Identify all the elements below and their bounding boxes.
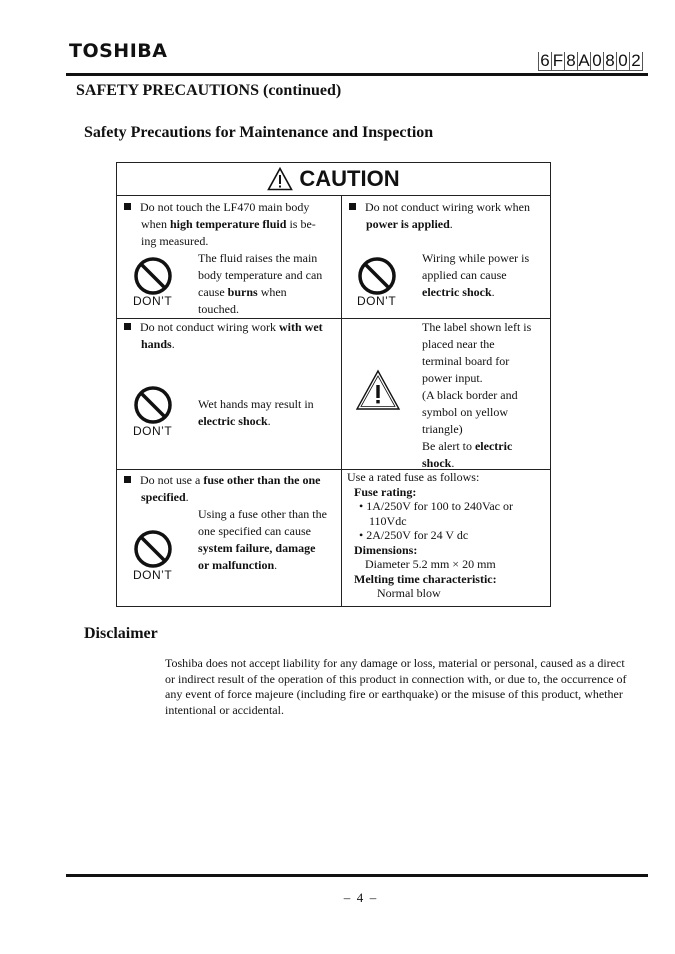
footer-rule: [66, 874, 648, 877]
cell-text: • 2A/250V for 24 V dc: [359, 528, 469, 542]
cell-text-bold: fuse other than the one: [203, 473, 321, 487]
caution-cell-fuse-desc: [198, 506, 340, 574]
caution-cell-power-applied: [349, 199, 549, 233]
prohibited-icon: [133, 385, 173, 425]
doc-number-char: 0: [616, 52, 629, 71]
cell-text: Use a rated fuse as follows:: [347, 470, 480, 484]
caution-cell-shock-label: [422, 319, 547, 472]
cell-text: placed near the: [422, 337, 495, 351]
cell-text: ing measured.: [141, 234, 209, 248]
cell-text: .: [185, 490, 189, 504]
cell-text: 110Vdc: [369, 513, 407, 528]
doc-number-char: 0: [590, 52, 603, 71]
bullet-icon: [124, 476, 131, 483]
cell-text: triangle): [422, 422, 463, 436]
cell-text-bold: electric: [474, 439, 513, 453]
cell-text-bold: Dimensions:: [354, 542, 418, 557]
prohibited-icon: [357, 256, 397, 296]
cell-text: .: [451, 456, 455, 470]
subsection-title: Safety Precautions for Maintenance and Inspection: [84, 124, 434, 141]
cell-text: is be-: [286, 217, 316, 231]
bullet-icon: [349, 203, 356, 210]
dont-label: DON’T: [133, 568, 173, 582]
doc-number-char: 8: [603, 52, 616, 71]
section-title: SAFETY PRECAUTIONS (continued): [76, 82, 342, 99]
cell-text: touched.: [198, 302, 239, 316]
cell-text-bold: Melting time characteristic:: [354, 571, 497, 586]
cell-text-bold: high temperature fluid: [170, 217, 287, 231]
cell-text: when: [141, 217, 170, 231]
doc-number-char: 2: [629, 52, 643, 71]
cell-text: symbol on yellow: [422, 405, 508, 419]
caution-cell-hot-fluid: [124, 199, 336, 250]
disclaimer-title: Disclaimer: [84, 625, 158, 642]
cell-text-bold: electric shock: [422, 285, 492, 299]
caution-cell-fuse: [124, 472, 339, 506]
dont-label: DON’T: [133, 294, 173, 308]
doc-number-char: 8: [564, 52, 577, 71]
page-number: – 4 –: [343, 890, 377, 905]
toshiba-logo: TOSHIBA: [69, 40, 168, 62]
cell-text: The fluid raises the main: [198, 251, 318, 265]
cell-text: cause: [198, 285, 228, 299]
dont-label: DON’T: [357, 294, 397, 308]
cell-text: .: [267, 414, 271, 428]
caution-cell-hot-fluid-desc: [198, 250, 338, 318]
cell-text: Normal blow: [377, 586, 441, 600]
bullet-icon: [124, 203, 131, 210]
cell-text: • 1A/250V for 100 to 240Vac or: [359, 499, 513, 513]
cell-text: (A black border and: [422, 388, 518, 402]
cell-text: Do not use a: [140, 473, 204, 487]
cell-text-bold: electric shock: [198, 414, 268, 428]
cell-text-bold: burns: [227, 285, 258, 299]
cell-text: when: [257, 285, 287, 299]
cell-text: .: [491, 285, 495, 299]
cell-text: .: [274, 558, 278, 572]
cell-text: Do not conduct wiring work: [140, 320, 279, 334]
cell-text: Do not touch the LF470 main body: [140, 200, 310, 214]
cell-text: applied can cause: [422, 268, 507, 282]
cell-text-bold: Fuse rating:: [354, 484, 417, 499]
cell-text: one specified can cause: [198, 524, 311, 538]
disclaimer-text: Toshiba does not accept liability for any damage or loss, material or personal, caused as a direct or indirect result of the operation of this product in connection with, or due to, the occurrence of any event of force majeure (including fire or earthquake) or the misuse of this product, whether intentional or accidental.: [165, 656, 627, 717]
caution-cell-wet-hands-desc: [198, 396, 338, 430]
cell-text-bold: with wet: [278, 320, 323, 334]
cell-text-bold: hands: [141, 337, 172, 351]
bullet-icon: [124, 323, 131, 330]
dont-label: DON’T: [133, 424, 173, 438]
caution-cell-power-applied-desc: [422, 250, 547, 301]
cell-text: The label shown left is: [422, 320, 532, 334]
prohibited-icon: [133, 529, 173, 569]
cell-text: Using a fuse other than the: [198, 507, 327, 521]
cell-text-bold: power is applied: [366, 217, 450, 231]
cell-text-bold: specified: [141, 490, 186, 504]
cell-text: power input.: [422, 371, 483, 385]
cell-text-bold: or malfunction: [198, 558, 275, 572]
header-rule: [66, 73, 648, 76]
caution-table: [116, 162, 551, 607]
warning-triangle-icon: [267, 167, 293, 191]
cell-text: body temperature and can: [198, 268, 323, 282]
doc-number-char: 6: [538, 52, 551, 71]
cell-text: Be alert to: [422, 439, 475, 453]
electric-shock-warning-label-icon: [355, 369, 401, 411]
prohibited-icon: [133, 256, 173, 296]
cell-text: Diameter 5.2 mm × 20 mm: [365, 557, 496, 571]
cell-text: Wet hands may result in: [198, 397, 314, 411]
caution-cell-fuse-rating: [347, 470, 547, 601]
caution-cell-wet-hands: [124, 319, 336, 353]
cell-text-bold: shock: [422, 456, 452, 470]
cell-text: terminal board for: [422, 354, 510, 368]
cell-text: .: [171, 337, 175, 351]
document-number: [538, 49, 648, 71]
caution-header: [117, 163, 550, 196]
cell-text: Wiring while power is: [422, 251, 530, 265]
doc-number-char: A: [578, 51, 590, 70]
cell-text: .: [449, 217, 453, 231]
doc-number-char: F: [552, 51, 564, 70]
cell-text-bold: system failure, damage: [198, 541, 316, 555]
caution-heading: CAUTION: [299, 166, 400, 191]
column-divider: [341, 196, 342, 606]
cell-text: Do not conduct wiring work when: [365, 200, 530, 214]
